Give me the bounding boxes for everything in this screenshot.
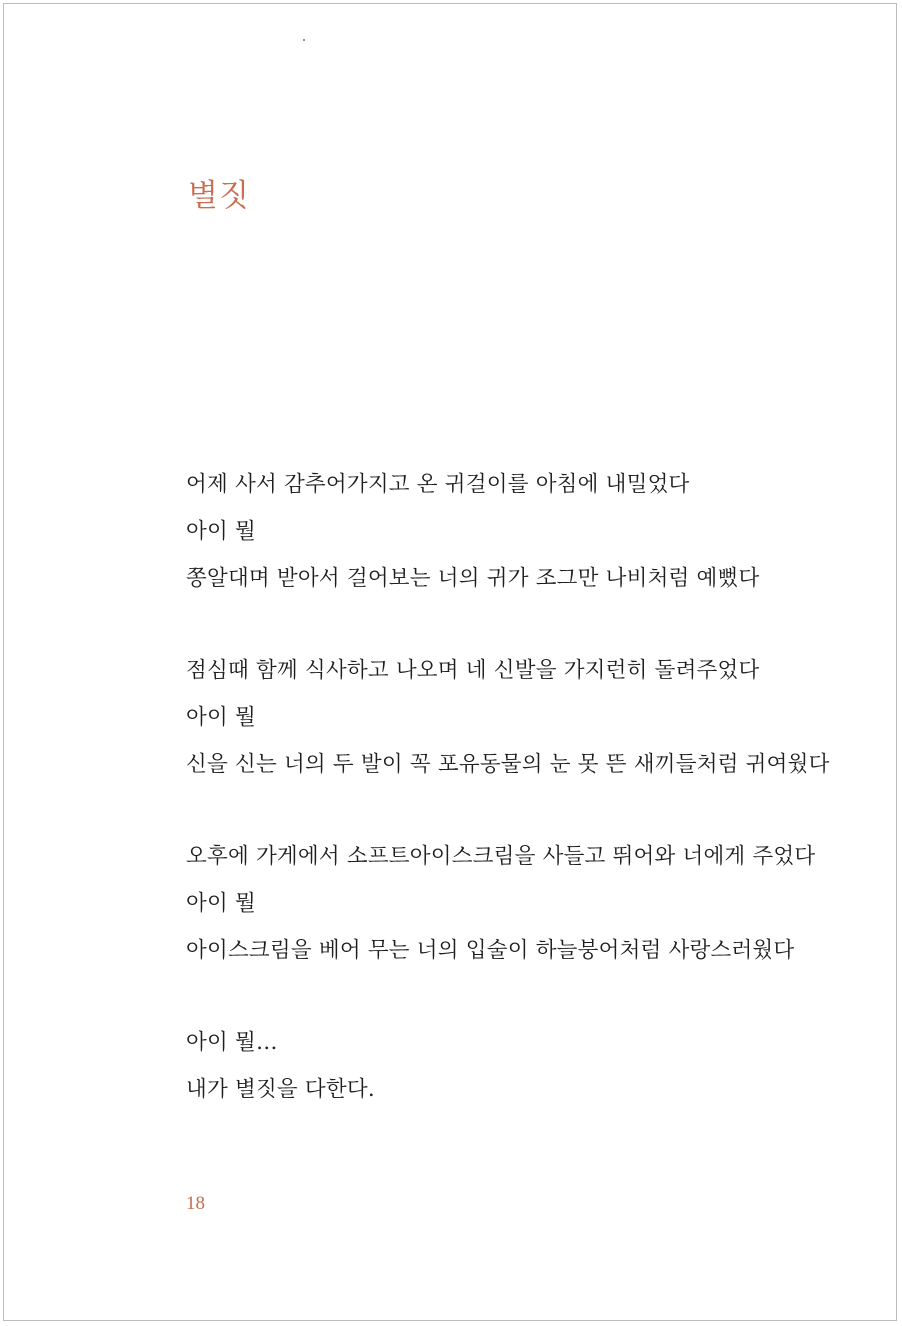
stanza-1 [186, 461, 886, 602]
stanza-4 [186, 1019, 886, 1113]
poem-line: 아이스크림을 베어 무는 너의 입술이 하늘붕어처럼 사랑스러웠다 [186, 938, 795, 963]
page-number: 18 [186, 1193, 205, 1214]
poem-line: 내가 별짓을 다한다. [186, 1077, 375, 1102]
page-frame [3, 3, 897, 1321]
stanza-3 [186, 833, 886, 974]
poem-line: 점심때 함께 식사하고 나오며 네 신발을 가지런히 돌려주었다 [186, 658, 760, 683]
poem-line: 아이 뭘 [186, 891, 256, 916]
scan-speck [303, 39, 305, 41]
poem-line: 아이 뭘… [186, 1030, 278, 1055]
poem-body [186, 461, 886, 1113]
poem-line: 어제 사서 감추어가지고 온 귀걸이를 아침에 내밀었다 [186, 472, 690, 497]
poem-line: 오후에 가게에서 소프트아이스크림을 사들고 뛰어와 너에게 주었다 [186, 844, 816, 869]
poem-line: 신을 신는 너의 두 발이 꼭 포유동물의 눈 못 뜬 새끼들처럼 귀여웠다 [186, 752, 830, 777]
stanza-2 [186, 647, 886, 788]
poem-line: 쫑알대며 받아서 걸어보는 너의 귀가 조그만 나비처럼 예뻤다 [186, 566, 760, 591]
poem-title: 별짓 [188, 178, 250, 214]
poem-line: 아이 뭘 [186, 705, 256, 730]
poem-line: 아이 뭘 [186, 519, 256, 544]
